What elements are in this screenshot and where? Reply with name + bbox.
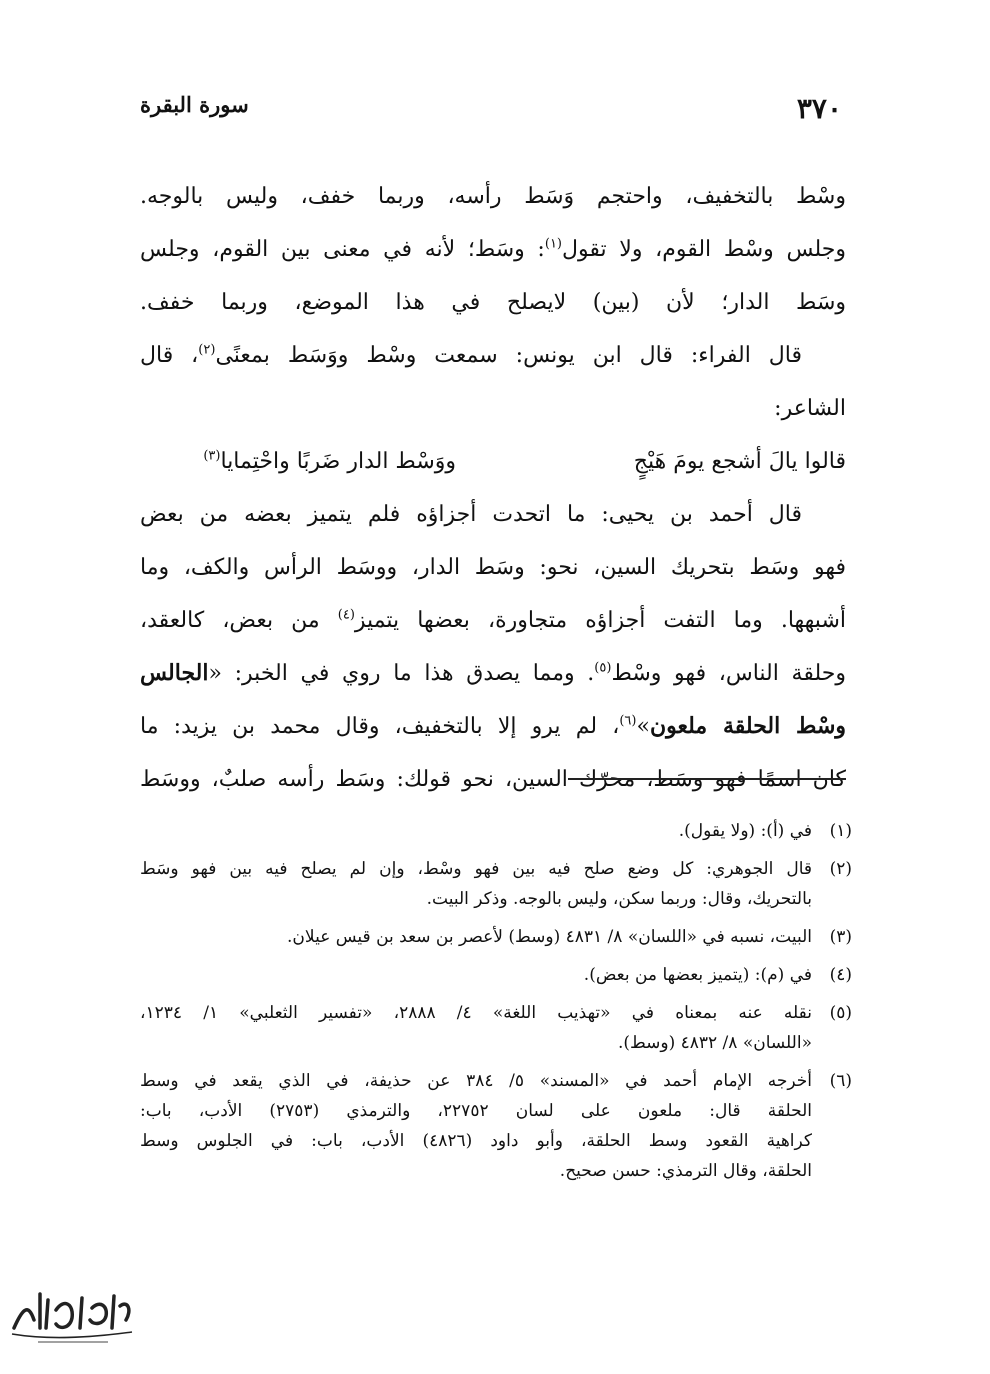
footnote-number: (٥) xyxy=(829,1003,852,1023)
footnote-line: نقله عنه بمعناه في «تهذيب اللغة» ٤/ ٢٨٨٨، «تفسير الثعلبي» ١/ ١٢٣٤، xyxy=(140,1003,812,1023)
footnote-ref[interactable]: (٣) xyxy=(203,448,221,464)
footnote-number: (٤) xyxy=(829,965,852,985)
footnote-line: الحلقة، وقال الترمذي: حسن صحيح. xyxy=(559,1161,812,1181)
text-line: كان اسمًا فهو وسَط، محرّك السين، نحو قولك: وسَط رأسه صلبٌ، ووسَط xyxy=(140,767,846,792)
footnote xyxy=(140,1066,852,1186)
footnote-separator xyxy=(568,778,846,780)
footnote-line: في (أ): (ولا يقول). xyxy=(678,821,812,841)
footnote-line: في (م): (يتميز بعضها من بعض). xyxy=(583,965,812,985)
footnote-number: (١) xyxy=(829,821,852,841)
main-text xyxy=(140,170,846,806)
footnote-ref[interactable]: (١) xyxy=(544,236,562,252)
verse-second-hemistich: ووَسْط الدار ضَربًا واحْتِمايا$^{(٣)}$ xyxy=(203,448,456,474)
footnote-line: بالتحريك، وقال: وربما سكن، وليس بالوجه. وذكر البيت. xyxy=(426,889,812,909)
text-line: وجلس وسْط القوم، ولا تقول$^{(١)}$: وسَط؛ لأنه في معنى بين القوم، وجلس xyxy=(140,236,846,262)
footnote-line: كراهية القعود وسط الحلقة، وأبو داود (٤٨٢٦) الأدب، باب: في الجلوس وسط xyxy=(140,1131,812,1151)
footnote-number: (٦) xyxy=(829,1071,852,1091)
footnote-line: «اللسان» ٨/ ٤٨٣٢ (وسط). xyxy=(617,1033,812,1053)
text-line: قال أحمد بن يحيى: ما اتحدت أجزاؤه فلم يتميز بعضه من بعض xyxy=(140,502,802,527)
footnote-number: (٢) xyxy=(829,859,852,879)
text-line: وسَط الدار؛ لأن (بين) لايصلح في هذا الموضع، وربما خفف. xyxy=(140,290,846,315)
publisher-logo xyxy=(8,1280,136,1350)
page-header xyxy=(140,92,850,132)
footnote xyxy=(140,998,852,1058)
footnote xyxy=(140,960,852,990)
footnotes xyxy=(140,816,852,1194)
text-line: أشبهها. وما التفت أجزاؤه متجاورة، بعضها يتميز$^{(٤)}$ من بعض، كالعقد، xyxy=(140,607,846,633)
text-line: وسْط بالتخفيف، واحتجم وَسَط رأسه، وربما خفف، وليس بالوجه. xyxy=(140,184,846,209)
footnote-ref[interactable]: (٤) xyxy=(337,607,355,623)
hadith-text: الجالس xyxy=(140,660,209,686)
footnote-ref[interactable]: (٢) xyxy=(198,342,216,358)
footnote-line: قال الجوهري: كل وضع صلح فيه بين فهو وسْط، وإن لم يصلح فيه بين فهو وسَط xyxy=(140,859,812,879)
text-line: فهو وسَط بتحريك السين، نحو: وسَط الدار، ووسَط الرأس والكف، وما xyxy=(140,555,846,580)
footnote-ref[interactable]: (٦) xyxy=(619,713,637,729)
footnote xyxy=(140,922,852,952)
text-line: وسْط الحلقة ملعون»$^{(٦)}$، لم يرو إلا بالتخفيف، وقال محمد بن يزيد: ما xyxy=(140,713,846,739)
verse-first-hemistich: قالوا يالَ أشجع يومَ هَيْجٍ xyxy=(633,449,846,474)
poetry-verse xyxy=(140,435,846,488)
footnote-line: البيت، نسبه في «اللسان» ٨/ ٤٨٣١ (وسط) لأعصر بن سعد بن قيس عيلان. xyxy=(287,927,812,947)
text-line: وحلقة الناس، فهو وسْط$^{(٥)}$. ومما يصدق هذا ما روي في الخبر: «الجالس xyxy=(140,660,846,686)
page-number: ٣٧٠ xyxy=(796,92,842,125)
surah-title: سورة البقرة xyxy=(140,92,249,117)
footnote xyxy=(140,854,852,914)
hadith-text: وسْط الحلقة ملعون xyxy=(649,713,846,739)
text-line: قال الفراء: قال ابن يونس: سمعت وسْط ووَسَط بمعنًى$^{(٢)}$، قال xyxy=(140,342,802,368)
footnote-line: الحلقة قال: ملعون على لسان ٢٢٧٥٢، والترمذي (٢٧٥٣) الأدب، باب: xyxy=(140,1101,813,1121)
footnote xyxy=(140,816,852,846)
footnote-number: (٣) xyxy=(829,927,852,947)
footnote-ref[interactable]: (٥) xyxy=(594,660,612,676)
text-line: الشاعر: xyxy=(774,396,846,421)
footnote-line: أخرجه الإمام أحمد في «المسند» ٥/ ٣٨٤ عن حذيفة، في الذي يقعد في وسط xyxy=(140,1071,813,1091)
